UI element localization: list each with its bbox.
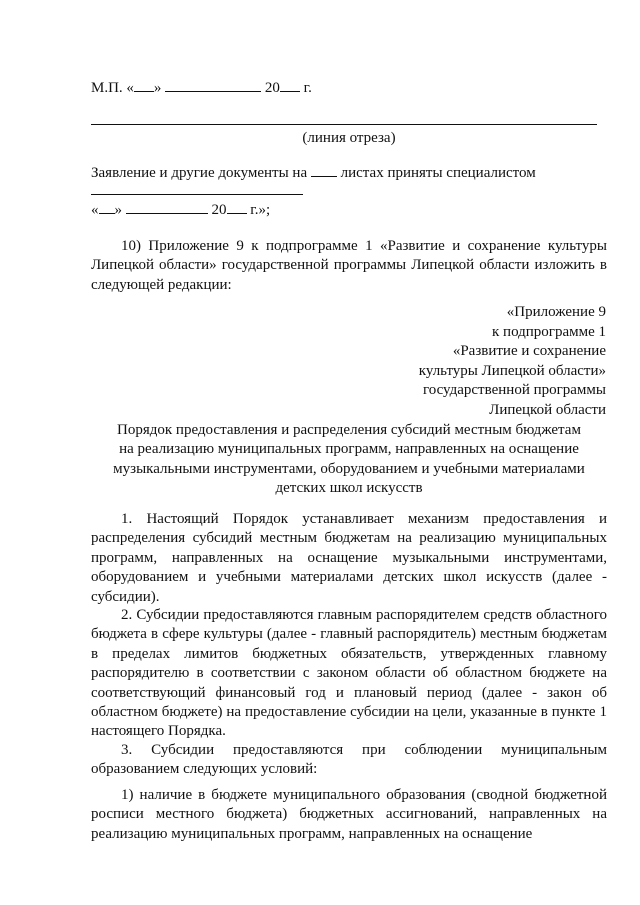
appendix-line: к подпрограмме 1 [492, 323, 606, 340]
paragraph-3-item-1: 1) наличие в бюджете муниципального образования (сводной бюджетной росписи местного бюджета) бюджетных ассигнований, направленных на реализацию муниципальных программ, направленных на оснащение [91, 787, 607, 842]
cut-line [91, 124, 597, 125]
acceptance-year-prefix: 20 [211, 202, 227, 218]
cut-line-label: (линия отреза) [302, 130, 396, 146]
month-blank [165, 78, 261, 92]
stamp-quote-close: » [153, 80, 162, 96]
amendment-paragraph: 10) Приложение 9 к подпрограмме 1 «Развитие и сохранение культуры Липецкой области» государственной программы Липецкой области изложить в следующей редакции: [91, 238, 607, 293]
appendix-line: «Приложение 9 [506, 304, 606, 320]
section-title-line: на реализацию муниципальных программ, направленных на оснащение [119, 441, 579, 458]
appendix-line: «Развитие и сохранение [452, 343, 606, 359]
stamp-line [91, 78, 312, 98]
acceptance-date-close: » [114, 202, 122, 218]
stamp-year-prefix: 20 [264, 80, 280, 96]
acceptance-year-suffix: г.»; [250, 202, 271, 218]
paragraph-1: 1. Настоящий Порядок устанавливает механизм предоставления и распределения субсидий местным бюджетам на реализацию муниципальных программ, направленных на оснащение музыкальными инструментами, оборудованием и учебными материалами детских школ искусств (далее - субсидии). [91, 511, 607, 605]
stamp-mp-label: М.П. « [91, 80, 134, 96]
appendix-line: государственной программы [422, 382, 606, 398]
acceptance-date-open: « [91, 202, 99, 218]
appendix-line: Липецкой области [489, 401, 606, 418]
sheets-blank [311, 163, 337, 177]
paragraph-3: 3. Субсидии предоставляются при соблюдении муниципальным образованием следующих условий: [91, 742, 607, 778]
specialist-signature-line [91, 194, 303, 195]
section-title-line: музыкальными инструментами, оборудованием и учебными материалами [113, 460, 585, 477]
section-title-line: Порядок предоставления и распределения субсидий местным бюджетам [117, 422, 581, 438]
acceptance-day-blank [99, 200, 115, 214]
acceptance-line [91, 163, 536, 183]
day-blank [134, 78, 154, 92]
acceptance-year-blank [227, 200, 247, 214]
year-blank [280, 78, 300, 92]
section-title [91, 421, 607, 498]
appendix-line: культуры Липецкой области» [418, 362, 606, 379]
acceptance-month-blank [126, 200, 208, 214]
section-title-line: детских школ искусств [275, 479, 423, 496]
acceptance-date-line [91, 200, 270, 220]
acceptance-text: Заявление и другие документы на [91, 165, 308, 181]
paragraph-2: 2. Субсидии предоставляются главным распорядителем средств областного бюджета в сфере культуры (далее - главный распорядитель) местным бюджетам в пределах лимитов бюджетных обязательств, утвержденных главному распорядителю в соответствии с законом области об областном бюджете на соответствующий финансовый год и плановый период (далее - закон об областном бюджете) на предоставление субсидии на цели, указанные в пункте 1 настоящего Порядка. [91, 607, 607, 740]
acceptance-sheets-text: листах приняты специалистом [340, 165, 536, 181]
stamp-year-suffix: г. [303, 80, 312, 96]
appendix-header [419, 303, 606, 420]
